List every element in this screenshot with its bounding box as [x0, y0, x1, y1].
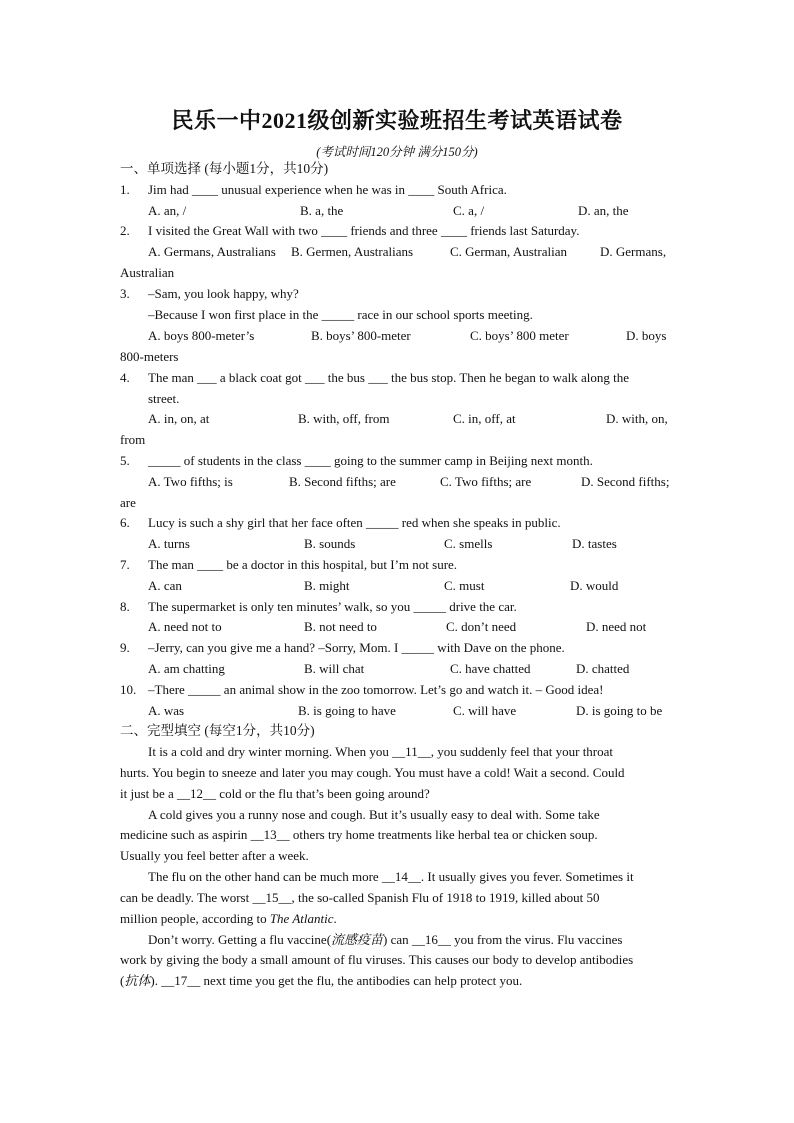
options-row — [148, 660, 676, 678]
option-a: A. am chatting — [148, 661, 225, 676]
option-d: D. boys — [626, 328, 667, 343]
options-row — [148, 702, 676, 720]
option-d: D. an, the — [578, 203, 629, 218]
option-b: B. is going to have — [298, 703, 396, 718]
option-a: A. Two fifths; is — [148, 474, 233, 489]
option-d: D. chatted — [576, 661, 630, 676]
option-a: A. was — [148, 703, 185, 718]
option-b: B. with, off, from — [298, 411, 390, 426]
option-c: C. Two fifths; are — [440, 474, 532, 489]
option-c: C. have chatted — [450, 661, 531, 676]
option-a: A. turns — [148, 536, 190, 551]
passage-line: million people, according to The Atlantic. — [120, 911, 337, 926]
options-row — [148, 577, 676, 595]
option-a: A. an, / — [148, 203, 187, 218]
passage-line: it just be a __12__ cold or the flu that’s been going around? — [120, 786, 430, 801]
option-b: B. Second fifths; are — [289, 474, 396, 489]
question-stem: 2. I visited the Great Wall with two ____ friends and three ____ friends last Saturday. — [120, 223, 580, 238]
options-row — [148, 618, 676, 636]
question-stem: 5. _____ of students in the class ____ going to the summer camp in Beijing next month. — [120, 453, 593, 468]
option-b: B. sounds — [304, 536, 356, 551]
question-stem: 1. Jim had ____ unusual experience when he was in ____ South Africa. — [120, 182, 507, 197]
options-row — [148, 535, 676, 553]
option-d: D. Second fifths; — [581, 474, 670, 489]
options-row — [148, 327, 676, 345]
option-wrap: from — [120, 432, 146, 447]
source-title: The Atlantic — [269, 911, 334, 926]
option-a: A. need not to — [148, 619, 222, 634]
question-stem: 8. The supermarket is only ten minutes’ walk, so you _____ drive the car. — [120, 599, 517, 614]
option-b: B. boys’ 800-meter — [311, 328, 411, 343]
options-row — [148, 410, 676, 428]
section-heading: 一、单项选择 (每小题1分，共10分) — [120, 161, 329, 176]
options-row — [148, 473, 676, 491]
option-c: C. will have — [453, 703, 517, 718]
option-a: A. boys 800-meter’s — [148, 328, 255, 343]
page-title: 民乐一中2021级创新实验班招生考试英语试卷 — [171, 108, 623, 133]
option-d: D. tastes — [572, 536, 617, 551]
option-d: D. is going to be — [576, 703, 663, 718]
question-stem: 7. The man ____ be a doctor in this hospital, but I’m not sure. — [120, 557, 458, 572]
option-a: A. can — [148, 578, 182, 593]
passage-line: work by giving the body a small amount of flu viruses. This causes our body to develop antibodies — [120, 952, 634, 967]
question-stem: 10. –There _____ an animal show in the zoo tomorrow. Let’s go and watch it. – Good idea! — [120, 682, 604, 697]
passage-line: A cold gives you a runny nose and cough. But it’s usually easy to deal with. Some take — [148, 807, 600, 822]
passage-line: can be deadly. The worst __15__, the so-called Spanish Flu of 1918 to 1919, killed about 50 — [120, 890, 600, 905]
options-row — [148, 243, 676, 261]
option-b: B. might — [304, 578, 350, 593]
option-d: D. with, on, — [606, 411, 668, 426]
option-b: B. a, the — [300, 203, 344, 218]
passage-line: medicine such as aspirin __13__ others try home treatments like herbal tea or chicken soup. — [120, 827, 598, 842]
option-c: C. smells — [444, 536, 493, 551]
option-b: B. will chat — [304, 661, 365, 676]
question-stem: 3. –Sam, you look happy, why? — [120, 286, 299, 301]
question-stem: 9. –Jerry, can you give me a hand? –Sorry, Mom. I _____ with Dave on the phone. — [120, 640, 565, 655]
option-c: C. boys’ 800 meter — [470, 328, 569, 343]
option-c: C. don’t need — [446, 619, 517, 634]
option-d: D. Germans, — [600, 244, 667, 259]
option-b: B. Germen, Australians — [291, 244, 414, 259]
passage-line: Don’t worry. Getting a flu vaccine(流感疫苗) can __16__ you from the virus. Flu vaccines — [148, 932, 623, 947]
passage-line: Usually you feel better after a week. — [120, 848, 309, 863]
question-stem: 4. The man ___ a black coat got ___ the bus ___ the bus stop. Then he began to walk along the — [120, 370, 630, 385]
option-wrap: 800-meters — [120, 349, 179, 364]
question-stem-line: street. — [148, 391, 180, 406]
option-d: D. would — [570, 578, 619, 593]
question-stem: 6. Lucy is such a shy girl that her face often _____ red when she speaks in public. — [120, 515, 561, 530]
section-heading: 二、完型填空 (每空1分，共10分) — [120, 723, 315, 738]
option-wrap: Australian — [120, 265, 175, 280]
passage-line: The flu on the other hand can be much more __14__. It usually gives you fever. Sometimes it — [148, 869, 634, 884]
option-wrap: are — [120, 495, 136, 510]
question-stem-line: –Because I won first place in the _____ race in our school sports meeting. — [148, 307, 533, 322]
option-c: C. in, off, at — [453, 411, 516, 426]
options-row — [148, 202, 676, 220]
passage-line: hurts. You begin to sneeze and later you may cough. You must have a cold! Wait a second. Could — [120, 765, 625, 780]
option-b: B. not need to — [304, 619, 377, 634]
option-c: C. a, / — [453, 203, 485, 218]
passage-line: (抗体). __17__ next time you get the flu, the antibodies can help protect you. — [120, 973, 523, 988]
option-c: C. German, Australian — [450, 244, 567, 259]
option-d: D. need not — [586, 619, 647, 634]
exam-info: (考试时间120分钟 满分150分) — [316, 145, 478, 159]
passage-line: It is a cold and dry winter morning. When you __11__, you suddenly feel that your throat — [148, 744, 614, 759]
option-a: A. Germans, Australians — [148, 244, 276, 259]
option-a: A. in, on, at — [148, 411, 210, 426]
option-c: C. must — [444, 578, 485, 593]
